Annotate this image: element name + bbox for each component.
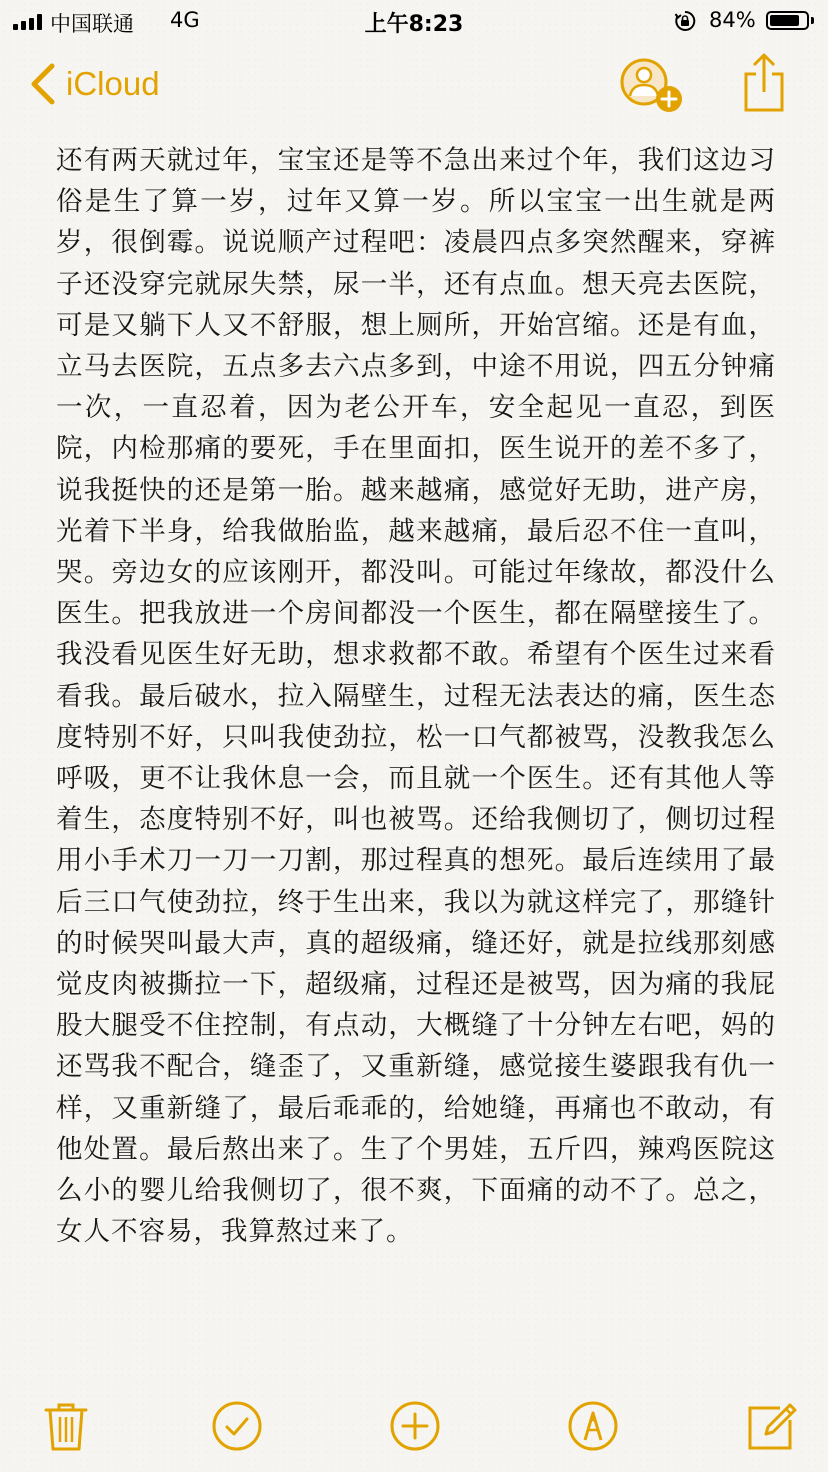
add-icon (389, 1400, 441, 1452)
battery-icon (766, 11, 809, 30)
nav-bar (0, 44, 828, 128)
status-bar (0, 0, 828, 44)
compose-icon (746, 1400, 798, 1452)
compose-button[interactable] (746, 1400, 798, 1452)
note-body[interactable]: 还有两天就过年，宝宝还是等不急出来过个年，我们这边习俗是生了算一岁，过年又算一岁。所以宝宝一出生就是两岁，很倒霉。说说顺产过程吧：凌晨四点多突然醒来，穿裤子还没穿完就尿失禁，尿一半，还有点血。想天亮去医院，可是又躺下人又不舒服，想上厕所，开始宫缩。还是有血，立马去医院，五点多去六点多到，中途不用说，四五分钟痛一次，一直忍着，因为老公开车，安全起见一直忍，到医院，内检那痛的要死，手在里面扣，医生说开的差不多了，说我挺快的还是第一胎。越来越痛，感觉好无助，进产房，光着下半身，给我做胎监，越来越痛，最后忍不住一直叫，哭。旁边女的应该刚开，都没叫。可能过年缘故，都没什么医生。把我放进一个房间都没一个医生，都在隔壁接生了。我没看见医生好无助，想求救都不敢。希望有个医生过来看看我。最后破水，拉入隔壁生，过程无法表达的痛，医生态度特别不好，只叫我使劲拉，松一口气都被骂，没教我怎么呼吸，更不让我休息一会，而且就一个医生。还有其他人等着生，态度特别不好，叫也被骂。还给我侧切了，侧切过程用小手术刀一刀一刀割，那过程真的想死。最后连续用了最后三口气使劲拉，终于生出来，我以为就这样完了，那缝针的时候哭叫最大声，真的超级痛，缝还好，就是拉线那刻感觉皮肉被撕拉一下，超级痛，过程还是被骂，因为痛的我屁股大腿受不住控制，有点动，大概缝了十分钟左右吧，妈的还骂我不配合，缝歪了，又重新缝，感觉接生婆跟我有仇一样，又重新缝了，最后乖乖的，给她缝，再痛也不敢动，有他处置。最后熬出来了。生了个男娃，五斤四，辣鸡医院这么小的婴儿给我侧切了，很不爽，下面痛的动不了。总之，女人不容易，我算熬过来了。 (56, 145, 776, 1248)
carrier-label: 中国联通 (50, 12, 134, 36)
add-attachment-button[interactable] (389, 1400, 441, 1452)
battery-fill (770, 15, 799, 26)
network-type-label: 4G (170, 8, 200, 32)
add-person-button[interactable] (618, 56, 686, 116)
back-button[interactable] (28, 62, 160, 106)
back-label: iCloud (66, 65, 160, 102)
share-icon (742, 52, 786, 112)
battery-percentage: 84% (709, 8, 756, 32)
orientation-lock-icon (674, 10, 696, 32)
add-person-icon (618, 56, 686, 116)
markup-button[interactable] (567, 1400, 619, 1452)
checklist-icon (211, 1400, 263, 1452)
delete-button[interactable] (40, 1400, 92, 1452)
checklist-button[interactable] (211, 1400, 263, 1452)
status-time: 上午8:23 (364, 12, 464, 37)
chevron-left-icon (28, 62, 58, 106)
battery-tip (811, 17, 814, 24)
markup-icon (567, 1400, 619, 1452)
trash-icon (40, 1400, 92, 1452)
share-button[interactable] (742, 52, 786, 112)
bottom-toolbar (0, 1392, 828, 1472)
